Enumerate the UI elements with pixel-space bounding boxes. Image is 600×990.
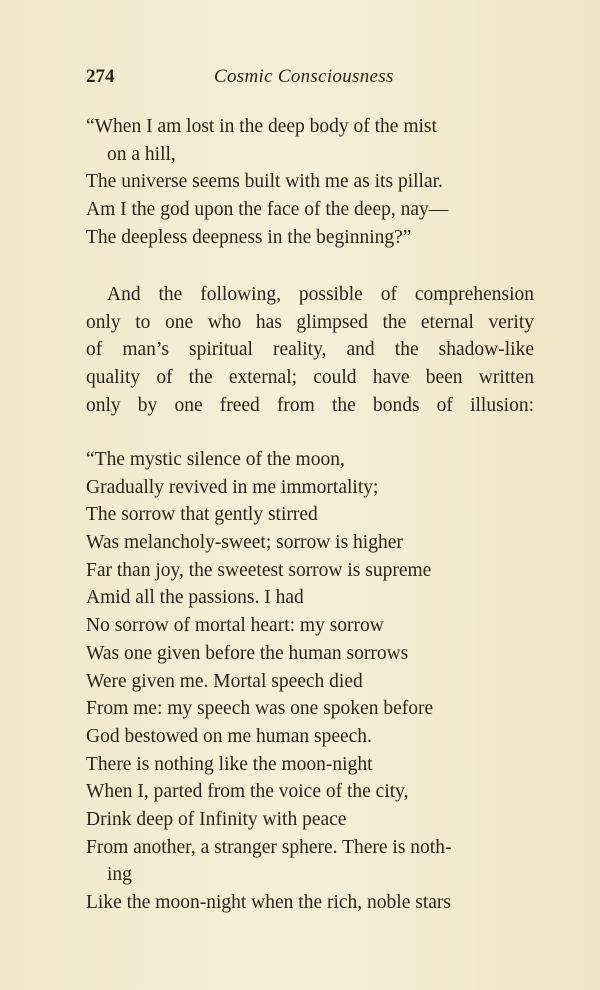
verse-line: Was one given before the human sorrows (86, 642, 409, 664)
verse-line: The sorrow that gently stirred (86, 504, 318, 526)
verse-line: Was melancholy-sweet; sorrow is higher (86, 532, 403, 554)
verse-line: Am I the god upon the face of the deep, nay— (86, 199, 449, 221)
paragraph-line: quality of the external; could have been written (86, 367, 534, 389)
verse-line: No sorrow of mortal heart: my sorrow (86, 615, 384, 637)
verse-line: Drink deep of Infinity with peace (86, 808, 347, 830)
verse-quote-1 (86, 113, 534, 251)
verse-line: God bestowed on me human speech. (86, 725, 372, 747)
verse-line: ing (107, 864, 132, 886)
paragraph-line: only by one freed from the bonds of illusion: (86, 394, 534, 416)
verse-line: “The mystic silence of the moon, (86, 449, 345, 470)
verse-line: Gradually revived in me immortality; (86, 476, 379, 498)
verse-line: The universe seems built with me as its pillar. (86, 171, 443, 193)
verse-line: From me: my speech was one spoken before (86, 698, 434, 720)
verse-line: The deepless deepness in the beginning?” (86, 226, 412, 248)
verse-line: From another, a stranger sphere. There is noth- (86, 836, 452, 858)
verse-line: “When I am lost in the deep body of the mist (86, 116, 437, 137)
page-header (86, 66, 536, 94)
verse-line: There is nothing like the moon-night (86, 753, 373, 775)
paragraph-line: And the following, possible of comprehension (107, 284, 534, 305)
verse-line: Far than joy, the sweetest sorrow is supreme (86, 559, 432, 581)
verse-line: Like the moon-night when the rich, noble stars (86, 892, 451, 913)
verse-quote-2 (86, 446, 534, 917)
verse-line: Amid all the passions. I had (86, 587, 304, 609)
verse-line: When I, parted from the voice of the city, (86, 781, 409, 803)
prose-paragraph (86, 281, 534, 419)
verse-line: on a hill, (107, 143, 176, 165)
paragraph-line: only to one who has glimpsed the eternal verity (86, 311, 534, 333)
verse-line: Were given me. Mortal speech died (86, 670, 363, 692)
paragraph-line: of man’s spiritual reality, and the shadow-like (86, 339, 534, 361)
page-number: 274 (86, 66, 115, 87)
running-title: Cosmic Consciousness (214, 66, 394, 87)
